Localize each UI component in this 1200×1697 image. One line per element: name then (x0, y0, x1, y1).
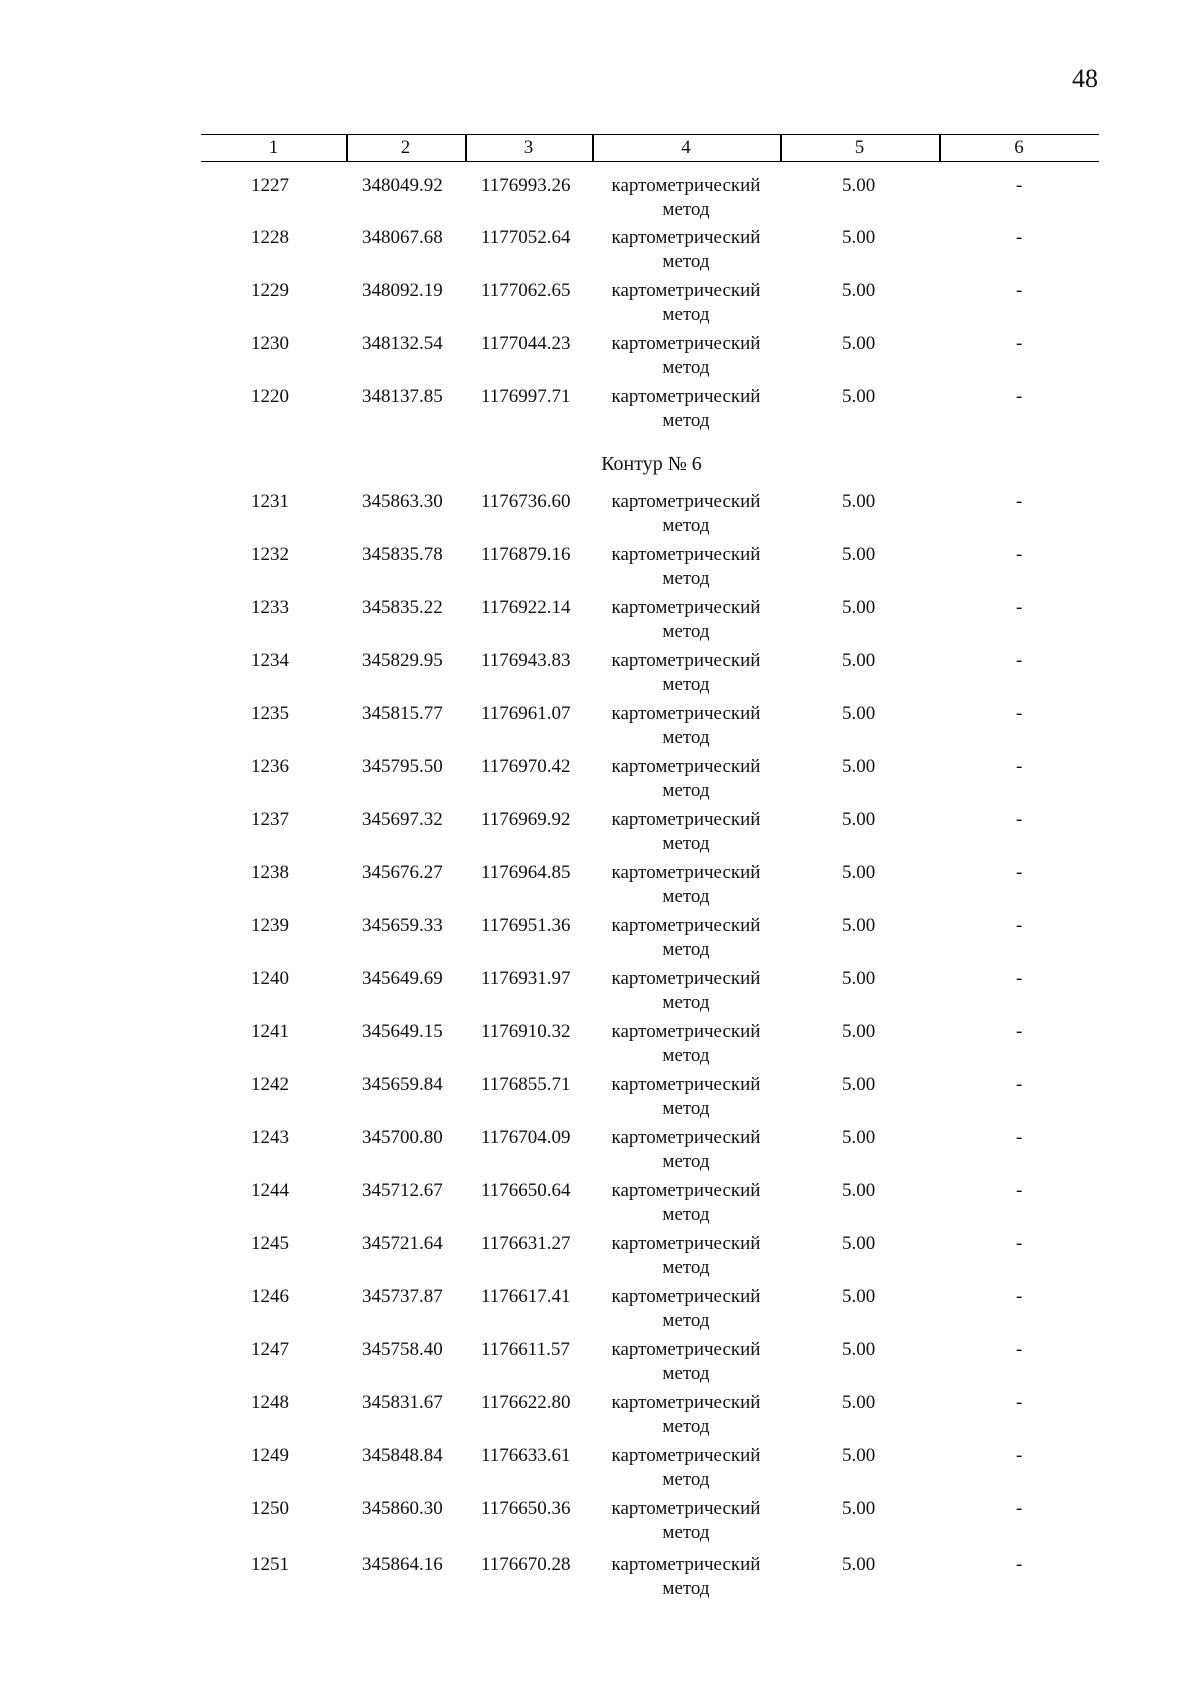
point-number: 1232 (251, 544, 289, 565)
method-line-1: картометрический (611, 333, 761, 354)
y-coordinate: 1176910.32 (481, 1021, 571, 1042)
y-coordinate: 1177052.64 (481, 227, 571, 248)
table-row (0, 1391, 1200, 1439)
table-row (0, 385, 1200, 433)
method (586, 1444, 786, 1492)
table-row (0, 755, 1200, 803)
y-coordinate: 1176633.61 (481, 1445, 571, 1466)
method (586, 1497, 786, 1545)
point-number: 1242 (251, 1074, 289, 1095)
y-coordinate: 1176631.27 (481, 1233, 571, 1254)
note-value: - (1016, 227, 1023, 248)
point-number: 1235 (251, 703, 289, 724)
table-row (0, 1020, 1200, 1068)
note-value: - (1016, 1392, 1023, 1413)
table-row (0, 1497, 1200, 1545)
precision-value: 5.00 (842, 175, 876, 196)
method-line-2: метод (662, 1098, 710, 1119)
method-line-2: метод (662, 304, 710, 325)
header-col-6: 6 (1014, 137, 1024, 158)
y-coordinate: 1176961.07 (481, 703, 571, 724)
point-number: 1229 (251, 280, 289, 301)
y-coordinate: 1176650.36 (481, 1498, 571, 1519)
precision-value: 5.00 (842, 1339, 876, 1360)
method-line-1: картометрический (611, 1127, 761, 1148)
point-number: 1220 (251, 386, 289, 407)
method-line-1: картометрический (611, 491, 761, 512)
y-coordinate: 1176704.09 (481, 1127, 571, 1148)
method-line-2: метод (662, 1363, 710, 1384)
method-line-1: картометрический (611, 1392, 761, 1413)
x-coordinate: 345700.80 (362, 1127, 443, 1148)
y-coordinate: 1176617.41 (481, 1286, 571, 1307)
note-value: - (1016, 1554, 1023, 1575)
y-coordinate: 1176650.64 (481, 1180, 571, 1201)
table-row (0, 279, 1200, 327)
method (586, 385, 786, 433)
point-number: 1237 (251, 809, 289, 830)
note-value: - (1016, 491, 1023, 512)
header-col-2: 2 (400, 137, 411, 158)
method-line-1: картометрический (611, 386, 761, 407)
y-coordinate: 1176611.57 (481, 1339, 570, 1360)
header-col-3: 3 (523, 137, 534, 158)
x-coordinate: 345829.95 (362, 650, 443, 671)
y-coordinate: 1176964.85 (481, 862, 571, 883)
table-row (0, 967, 1200, 1015)
table-row (0, 1338, 1200, 1386)
precision-value: 5.00 (842, 703, 876, 724)
method (586, 332, 786, 380)
method-line-2: метод (662, 833, 710, 854)
method-line-1: картометрический (611, 1339, 761, 1360)
method (586, 174, 786, 222)
method-line-1: картометрический (611, 1498, 761, 1519)
x-coordinate: 345737.87 (362, 1286, 443, 1307)
precision-value: 5.00 (842, 809, 876, 830)
table-row (0, 914, 1200, 962)
table-row (0, 702, 1200, 750)
method (586, 1338, 786, 1386)
point-number: 1251 (251, 1554, 289, 1575)
y-coordinate: 1176970.42 (481, 756, 571, 777)
point-number: 1247 (251, 1339, 289, 1360)
precision-value: 5.00 (842, 1233, 876, 1254)
x-coordinate: 345864.16 (362, 1554, 443, 1575)
point-number: 1245 (251, 1233, 289, 1254)
note-value: - (1016, 280, 1023, 301)
method-line-2: метод (662, 1045, 710, 1066)
precision-value: 5.00 (842, 333, 876, 354)
method-line-2: метод (662, 1257, 710, 1278)
point-number: 1238 (251, 862, 289, 883)
precision-value: 5.00 (842, 544, 876, 565)
table-row (0, 1073, 1200, 1121)
precision-value: 5.00 (842, 1554, 876, 1575)
method (586, 914, 786, 962)
note-value: - (1016, 175, 1023, 196)
precision-value: 5.00 (842, 280, 876, 301)
method-line-1: картометрический (611, 544, 761, 565)
x-coordinate: 348137.85 (362, 386, 443, 407)
x-coordinate: 345815.77 (362, 703, 443, 724)
x-coordinate: 345697.32 (362, 809, 443, 830)
table-row (0, 596, 1200, 644)
point-number: 1244 (251, 1180, 289, 1201)
y-coordinate: 1176922.14 (481, 597, 571, 618)
y-coordinate: 1176993.26 (481, 175, 571, 196)
note-value: - (1016, 1445, 1023, 1466)
method-line-2: метод (662, 1204, 710, 1225)
method (586, 226, 786, 274)
table-row (0, 1232, 1200, 1280)
precision-value: 5.00 (842, 597, 876, 618)
method (586, 1285, 786, 1333)
method-line-1: картометрический (611, 280, 761, 301)
table-row (0, 543, 1200, 591)
y-coordinate: 1176951.36 (481, 915, 571, 936)
note-value: - (1016, 809, 1023, 830)
y-coordinate: 1177062.65 (481, 280, 571, 301)
y-coordinate: 1177044.23 (481, 333, 571, 354)
y-coordinate: 1176943.83 (481, 650, 571, 671)
method-line-2: метод (662, 199, 710, 220)
y-coordinate: 1176879.16 (481, 544, 571, 565)
method-line-2: метод (662, 357, 710, 378)
precision-value: 5.00 (842, 1074, 876, 1095)
method-line-2: метод (662, 251, 710, 272)
point-number: 1240 (251, 968, 289, 989)
method-line-1: картометрический (611, 968, 761, 989)
method (586, 702, 786, 750)
table-row (0, 1285, 1200, 1333)
point-number: 1239 (251, 915, 289, 936)
method (586, 808, 786, 856)
method (586, 1391, 786, 1439)
precision-value: 5.00 (842, 1127, 876, 1148)
x-coordinate: 345860.30 (362, 1498, 443, 1519)
table-row (0, 649, 1200, 697)
header-col-1: 1 (268, 137, 279, 158)
method (586, 279, 786, 327)
precision-value: 5.00 (842, 1445, 876, 1466)
method-line-1: картометрический (611, 1445, 761, 1466)
note-value: - (1016, 1074, 1023, 1095)
table-row (0, 1126, 1200, 1174)
method-line-2: метод (662, 780, 710, 801)
note-value: - (1016, 1233, 1023, 1254)
note-value: - (1016, 386, 1023, 407)
table-row (0, 226, 1200, 274)
table-row (0, 490, 1200, 538)
method-line-2: метод (662, 1578, 710, 1599)
method-line-1: картометрический (611, 756, 761, 777)
note-value: - (1016, 1021, 1023, 1042)
method (586, 755, 786, 803)
table-row (0, 332, 1200, 380)
point-number: 1243 (251, 1127, 289, 1148)
precision-value: 5.00 (842, 650, 876, 671)
precision-value: 5.00 (842, 1498, 876, 1519)
section-title: Контур № 6 (601, 453, 702, 475)
y-coordinate: 1176931.97 (481, 968, 571, 989)
table-row (0, 808, 1200, 856)
method-line-2: метод (662, 568, 710, 589)
method-line-1: картометрический (611, 1180, 761, 1201)
point-number: 1249 (251, 1445, 289, 1466)
method (586, 1232, 786, 1280)
method-line-2: метод (662, 621, 710, 642)
method-line-2: метод (662, 1416, 710, 1437)
method-line-2: метод (662, 727, 710, 748)
precision-value: 5.00 (842, 968, 876, 989)
method-line-2: метод (662, 1522, 710, 1543)
x-coordinate: 345835.78 (362, 544, 443, 565)
x-coordinate: 348092.19 (362, 280, 443, 301)
note-value: - (1016, 1286, 1023, 1307)
x-coordinate: 345721.64 (362, 1233, 443, 1254)
note-value: - (1016, 597, 1023, 618)
precision-value: 5.00 (842, 1392, 876, 1413)
precision-value: 5.00 (842, 756, 876, 777)
note-value: - (1016, 1180, 1023, 1201)
method-line-2: метод (662, 515, 710, 536)
method-line-2: метод (662, 674, 710, 695)
method-line-1: картометрический (611, 1233, 761, 1254)
note-value: - (1016, 862, 1023, 883)
note-value: - (1016, 1339, 1023, 1360)
x-coordinate: 345659.33 (362, 915, 443, 936)
method (586, 1020, 786, 1068)
note-value: - (1016, 968, 1023, 989)
y-coordinate: 1176736.60 (481, 491, 571, 512)
precision-value: 5.00 (842, 1180, 876, 1201)
method-line-1: картометрический (611, 809, 761, 830)
method-line-1: картометрический (611, 1021, 761, 1042)
y-coordinate: 1176969.92 (481, 809, 571, 830)
method-line-1: картометрический (611, 597, 761, 618)
method (586, 861, 786, 909)
method-line-1: картометрический (611, 1286, 761, 1307)
note-value: - (1016, 544, 1023, 565)
table-row (0, 861, 1200, 909)
x-coordinate: 345649.69 (362, 968, 443, 989)
method-line-2: метод (662, 410, 710, 431)
point-number: 1246 (251, 1286, 289, 1307)
precision-value: 5.00 (842, 386, 876, 407)
precision-value: 5.00 (842, 915, 876, 936)
page-number: 48 (1072, 64, 1098, 93)
method-line-1: картометрический (611, 175, 761, 196)
y-coordinate: 1176855.71 (481, 1074, 571, 1095)
method-line-1: картометрический (611, 227, 761, 248)
x-coordinate: 345659.84 (362, 1074, 443, 1095)
header-col-5: 5 (854, 137, 865, 158)
method-line-1: картометрический (611, 1554, 761, 1575)
table-row (0, 174, 1200, 222)
method-line-1: картометрический (611, 650, 761, 671)
point-number: 1248 (251, 1392, 289, 1413)
precision-value: 5.00 (842, 1286, 876, 1307)
method-line-2: метод (662, 1310, 710, 1331)
method-line-2: метод (662, 992, 710, 1013)
x-coordinate: 345795.50 (362, 756, 443, 777)
table-header (201, 134, 1099, 162)
table-row (0, 1179, 1200, 1227)
method (586, 1073, 786, 1121)
method (586, 1179, 786, 1227)
point-number: 1234 (251, 650, 289, 671)
point-number: 1241 (251, 1021, 289, 1042)
header-col-4: 4 (681, 137, 691, 158)
x-coordinate: 345863.30 (362, 491, 443, 512)
method-line-2: метод (662, 1469, 710, 1490)
note-value: - (1016, 1498, 1023, 1519)
x-coordinate: 345649.15 (362, 1021, 443, 1042)
method-line-1: картометрический (611, 1074, 761, 1095)
point-number: 1228 (251, 227, 289, 248)
x-coordinate: 345835.22 (362, 597, 443, 618)
y-coordinate: 1176997.71 (481, 386, 571, 407)
table-row (0, 1553, 1200, 1601)
precision-value: 5.00 (842, 862, 876, 883)
note-value: - (1016, 333, 1023, 354)
note-value: - (1016, 915, 1023, 936)
y-coordinate: 1176622.80 (481, 1392, 571, 1413)
table-row (0, 1444, 1200, 1492)
x-coordinate: 345676.27 (362, 862, 443, 883)
precision-value: 5.00 (842, 491, 876, 512)
method (586, 543, 786, 591)
note-value: - (1016, 1127, 1023, 1148)
method (586, 596, 786, 644)
precision-value: 5.00 (842, 1021, 876, 1042)
point-number: 1250 (251, 1498, 289, 1519)
method-line-2: метод (662, 939, 710, 960)
note-value: - (1016, 650, 1023, 671)
point-number: 1227 (251, 175, 289, 196)
point-number: 1230 (251, 333, 289, 354)
precision-value: 5.00 (842, 227, 876, 248)
method-line-2: метод (662, 886, 710, 907)
x-coordinate: 345848.84 (362, 1445, 443, 1466)
method-line-1: картометрический (611, 915, 761, 936)
y-coordinate: 1176670.28 (481, 1554, 571, 1575)
x-coordinate: 348132.54 (362, 333, 443, 354)
method-line-2: метод (662, 1151, 710, 1172)
x-coordinate: 345758.40 (362, 1339, 443, 1360)
x-coordinate: 348049.92 (362, 175, 443, 196)
x-coordinate: 348067.68 (362, 227, 443, 248)
x-coordinate: 345712.67 (362, 1180, 443, 1201)
method-line-1: картометрический (611, 703, 761, 724)
method (586, 490, 786, 538)
method-line-1: картометрический (611, 862, 761, 883)
method (586, 649, 786, 697)
note-value: - (1016, 756, 1023, 777)
point-number: 1236 (251, 756, 289, 777)
x-coordinate: 345831.67 (362, 1392, 443, 1413)
method (586, 1553, 786, 1601)
point-number: 1233 (251, 597, 289, 618)
method (586, 967, 786, 1015)
note-value: - (1016, 703, 1023, 724)
point-number: 1231 (251, 491, 289, 512)
method (586, 1126, 786, 1174)
